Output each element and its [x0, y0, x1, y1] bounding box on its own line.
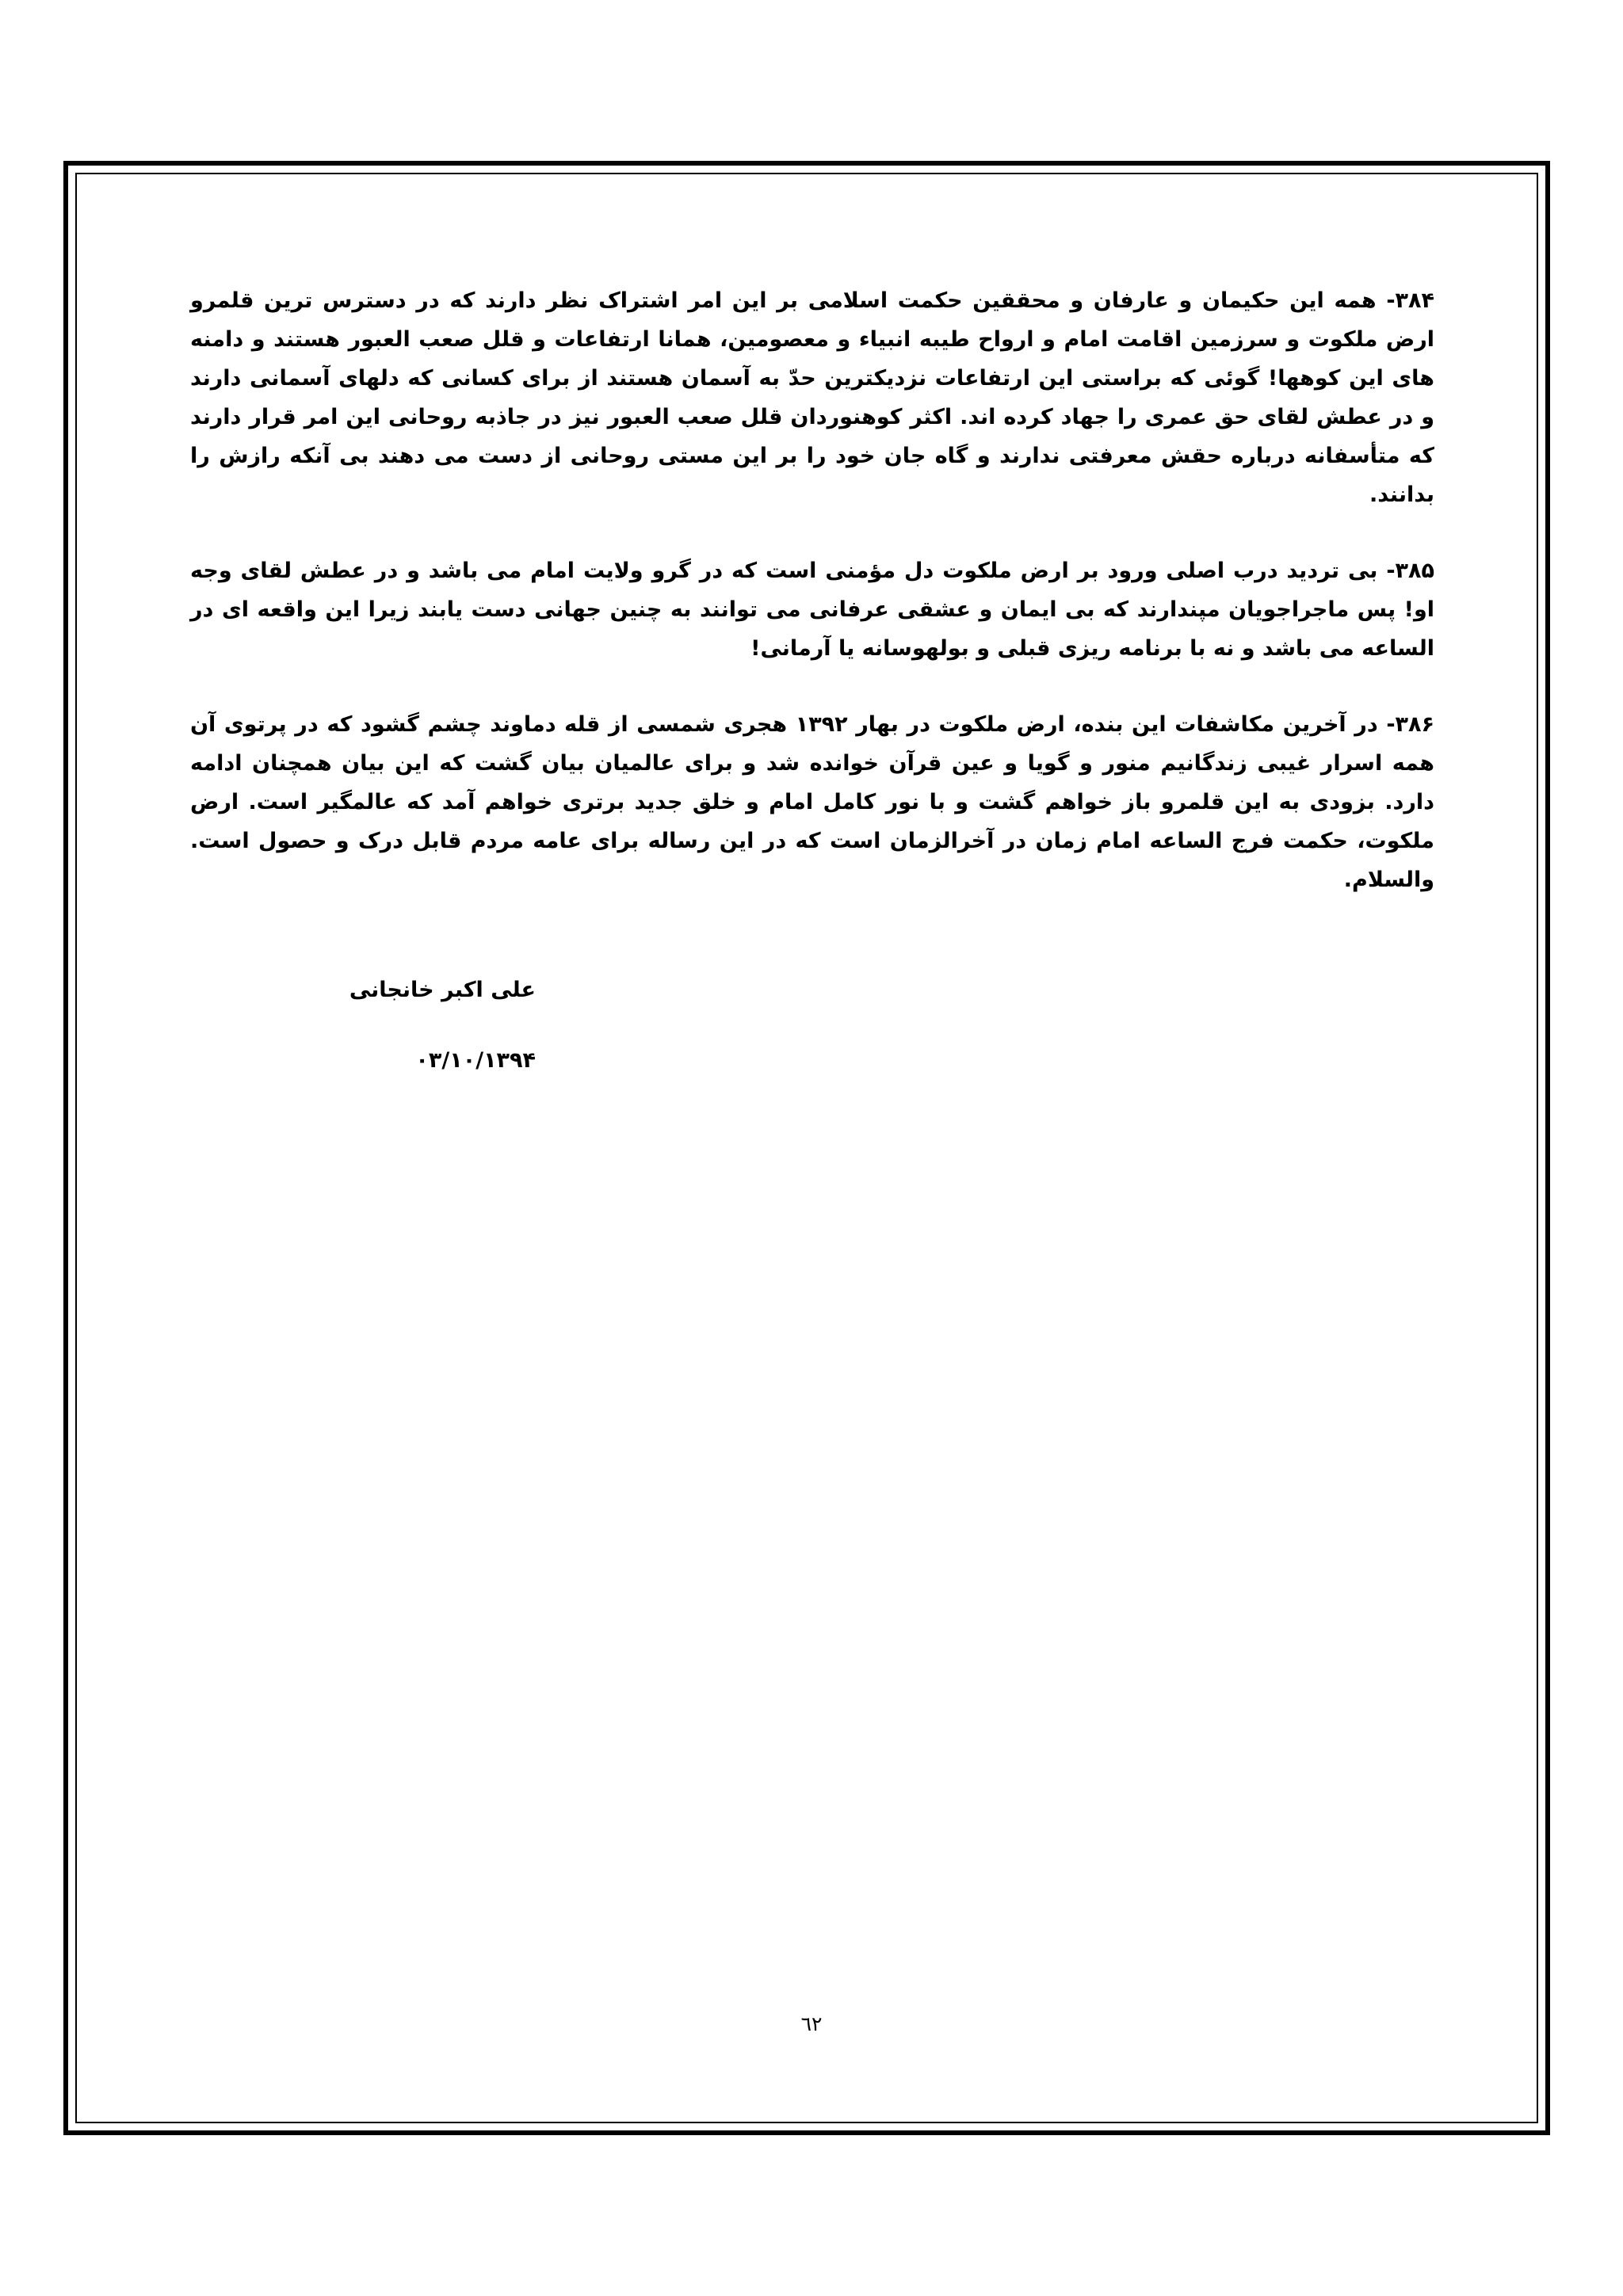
paragraph-385: ٣٨۵- بی تردید درب اصلی ورود بر ارض ملکوت دل مؤمنی است که در گرو ولایت امام می باشد و در عطش لقای وجه او! پس ماجراجویان مپندارند که بی ایمان و عشقی عرفانی می توانند به چنین جهانی دست یابند زیرا این واقعه ای در الساعه می باشد و نه با برنامه ریزی قبلی و بولهوسانه یا آرمانی!	[190, 559, 1434, 661]
signature-date: ١٣٩۴/٠٣/١٠	[415, 1048, 536, 1073]
page-number: ٦٢	[800, 2012, 823, 2035]
body-text	[190, 281, 1434, 936]
signature-block	[349, 971, 536, 1080]
author-name: علی اکبر خانجانی	[349, 978, 536, 1002]
paragraph-384: ٣٨۴- همه این حکیمان و عارفان و محققین حکمت اسلامی بر این امر اشتراک نظر دارند که در دسترس ترین قلمرو ارض ملکوت و سرزمین اقامت امام و ارواح طیبه انبیاء و معصومین، همانا ارتفاعات و قلل صعب العبور هستند و دامنه های این کوهها! گوئی که براستی این ارتفاعات نزدیکترین حدّ به آسمان هستند از برای کسانی که دلهای آسمانی دارند و در عطش لقای حق عمری را جهاد کرده اند. اکثر کوهنوردان قلل صعب العبور نیز در جاذبه روحانی این امر قرار دارند که متأسفانه درباره حقش معرفتی ندارند و گاه جان خود را بر این مستی روحانی از دست می دهند بی آنکه رازش را بدانند.	[190, 288, 1434, 507]
paragraph-386: ٣٨۶- در آخرین مکاشفات این بنده، ارض ملکوت در بهار ١٣٩٢ هجری شمسی از قله دماوند چشم گشود که در پرتوی آن همه اسرار غیبی زندگانیم منور و گویا و عین قرآن خوانده شد و برای عالمیان بیان گشت که این بیان همچنان ادامه دارد. بزودی به این قلمرو باز خواهم گشت و با نور کامل امام و خلق جدید برتری خواهم آمد که عالمگیر است. ارض ملکوت، حکمت فرج الساعه امام زمان در آخرالزمان است که در این رساله برای عامه مردم قابل درک و حصول است. والسلام.	[190, 712, 1434, 892]
